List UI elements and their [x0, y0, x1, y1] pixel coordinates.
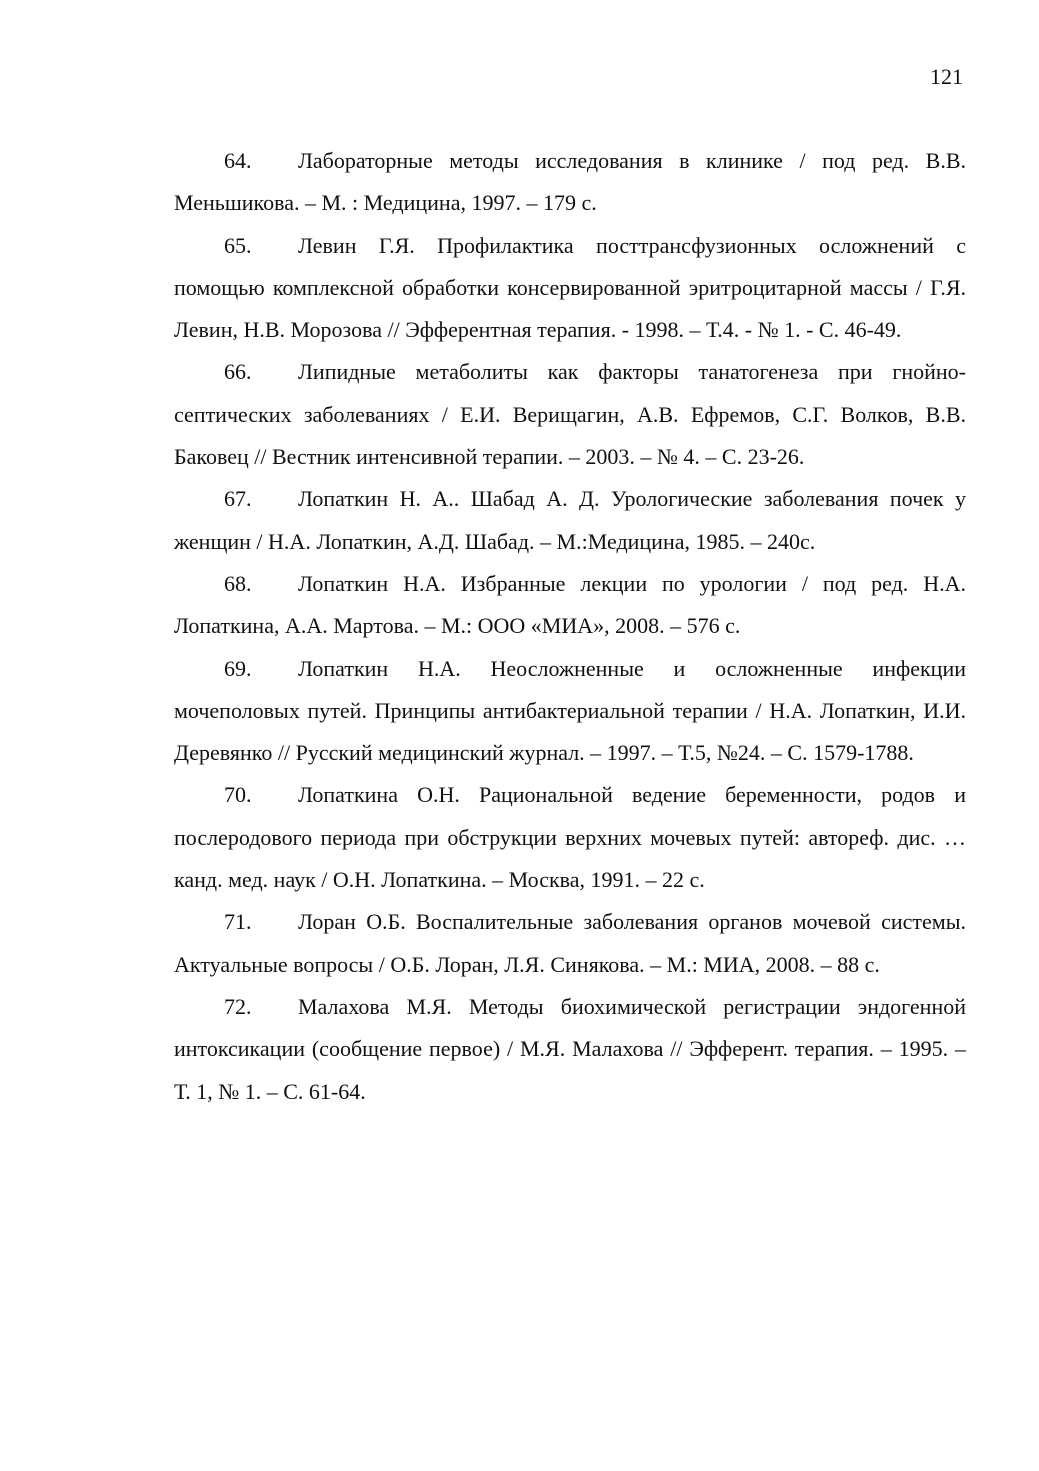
reference-item: [174, 351, 966, 478]
reference-item: [174, 225, 966, 352]
reference-text: Липидные метаболиты как факторы танатогенеза при гнойно-септических заболеваниях / Е.И. Верищагин, А.В. Ефремов, С.Г. Волков, В.В. Баковец // Вестник интенсивной терапии. – 2003. – № 4. – С. 23-26.: [174, 359, 966, 470]
reference-number: 66.: [224, 359, 252, 385]
reference-number: 67.: [224, 486, 252, 512]
reference-item: [174, 986, 966, 1113]
reference-number: 65.: [224, 232, 252, 258]
reference-text: Лопаткин Н.А. Неосложненные и осложненные инфекции мочеполовых путей. Принципы антибактериальной терапии / Н.А. Лопаткин, И.И. Деревянко // Русский медицинский журнал. – 1997. – Т.5, №24. – С. 1579-1788.: [174, 655, 966, 766]
reference-number: 69.: [224, 655, 252, 681]
reference-number: 70.: [224, 782, 252, 808]
reference-item: [174, 774, 966, 901]
reference-number: 64.: [224, 148, 252, 173]
reference-text: Лопаткин Н. А.. Шабад А. Д. Урологические заболевания почек у женщин / Н.А. Лопаткин, А.Д. Шабад. – М.:Медицина, 1985. – 240с.: [174, 486, 966, 554]
reference-text: Малахова М.Я. Методы биохимической регистрации эндогенной интоксикации (сообщение первое) / М.Я. Малахова // Эфферент. терапия. – 1995. – Т. 1, № 1. – С. 61-64.: [174, 993, 966, 1104]
reference-item: [174, 563, 966, 648]
reference-item: [174, 648, 966, 775]
reference-item: [174, 140, 966, 225]
reference-item: [174, 478, 966, 563]
reference-number: 68.: [224, 570, 252, 596]
reference-item: [174, 901, 966, 986]
reference-text: Лопаткин Н.А. Избранные лекции по урологии / под ред. Н.А. Лопаткина, А.А. Мартова. – М.: ООО «МИА», 2008. – 576 с.: [174, 570, 966, 639]
reference-text: Лабораторные методы исследования в клинике / под ред. В.В. Меньшикова. – М. : Медицина, 1997. – 179 с.: [174, 148, 966, 216]
reference-text: Лопаткина О.Н. Рациональной ведение беременности, родов и послеродового периода при обструкции верхних мочевых путей: автореф. дис. … канд. мед. наук / О.Н. Лопаткина. – Москва, 1991. – 22 с.: [174, 782, 966, 893]
page-number: 121: [930, 64, 963, 89]
reference-text: Лоран О.Б. Воспалительные заболевания органов мочевой системы. Актуальные вопросы / О.Б. Лоран, Л.Я. Синякова. – М.: МИА, 2008. – 88 с.: [174, 909, 966, 977]
reference-text: Левин Г.Я. Профилактика посттрансфузионных осложнений с помощью комплексной обработки консервированной эритроцитарной массы / Г.Я. Левин, Н.В. Морозова // Эфферентная терапия. - 1998. – Т.4. - № 1. - С. 46-49.: [174, 232, 966, 343]
reference-number: 72.: [224, 993, 252, 1019]
reference-number: 71.: [224, 909, 252, 935]
reference-list: [174, 140, 966, 1113]
